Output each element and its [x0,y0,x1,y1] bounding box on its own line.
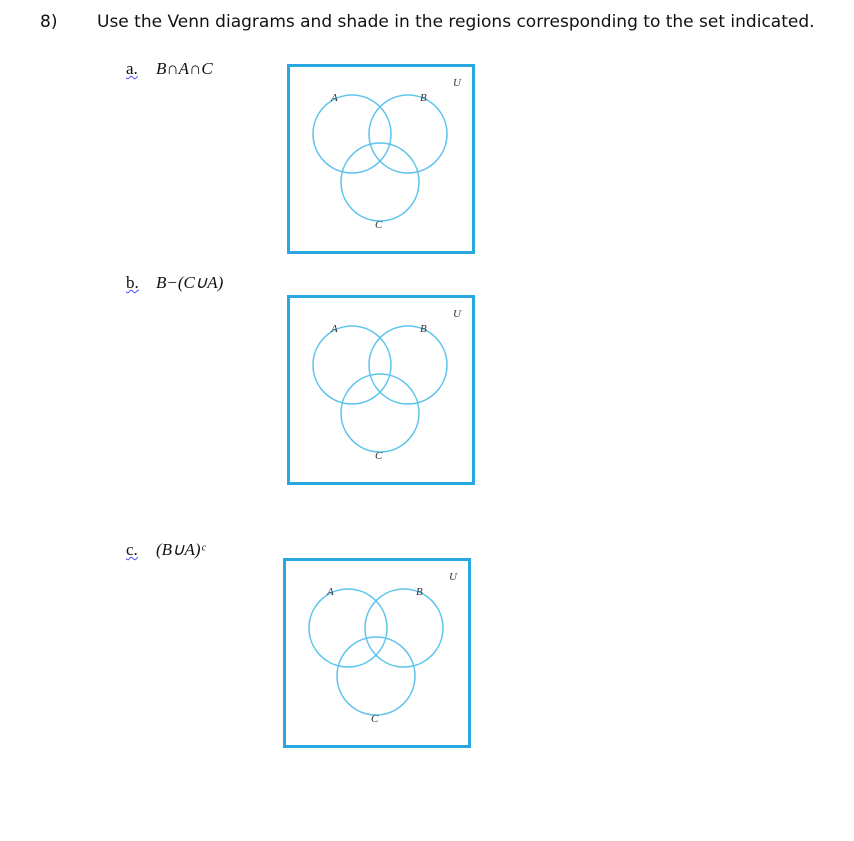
circle-b[interactable] [369,326,447,404]
part-a-letter: a. [126,59,138,78]
label-c: C [371,713,379,725]
question-text: Use the Venn diagrams and shade in the regions corresponding to the set indicated. [97,12,815,32]
circle-c[interactable] [341,143,419,221]
circle-b[interactable] [365,589,443,667]
venn-diagram-b[interactable] [287,295,475,485]
circle-c[interactable] [341,374,419,452]
part-a-label [126,59,213,79]
label-u: U [449,571,457,583]
part-c-expression: (B∪A)ᶜ [156,540,205,559]
label-a: A [327,586,334,598]
label-u: U [453,308,461,320]
question-number: 8) [40,12,58,32]
part-b-label [126,273,223,293]
part-c-letter: c. [126,540,138,559]
circle-c[interactable] [337,637,415,715]
label-b: B [416,586,423,598]
label-b: B [420,92,427,104]
part-c-label [126,540,205,560]
part-b-letter: b. [126,273,139,292]
circle-b[interactable] [369,95,447,173]
label-c: C [375,450,383,462]
label-c: C [375,219,383,231]
venn-diagram-c[interactable] [283,558,471,748]
part-b-expression: B−(C∪A) [156,273,224,292]
label-a: A [331,92,338,104]
venn-diagram-a[interactable] [287,64,475,254]
label-a: A [331,323,338,335]
part-a-expression: B∩A∩C [156,59,213,78]
label-u: U [453,77,461,89]
label-b: B [420,323,427,335]
